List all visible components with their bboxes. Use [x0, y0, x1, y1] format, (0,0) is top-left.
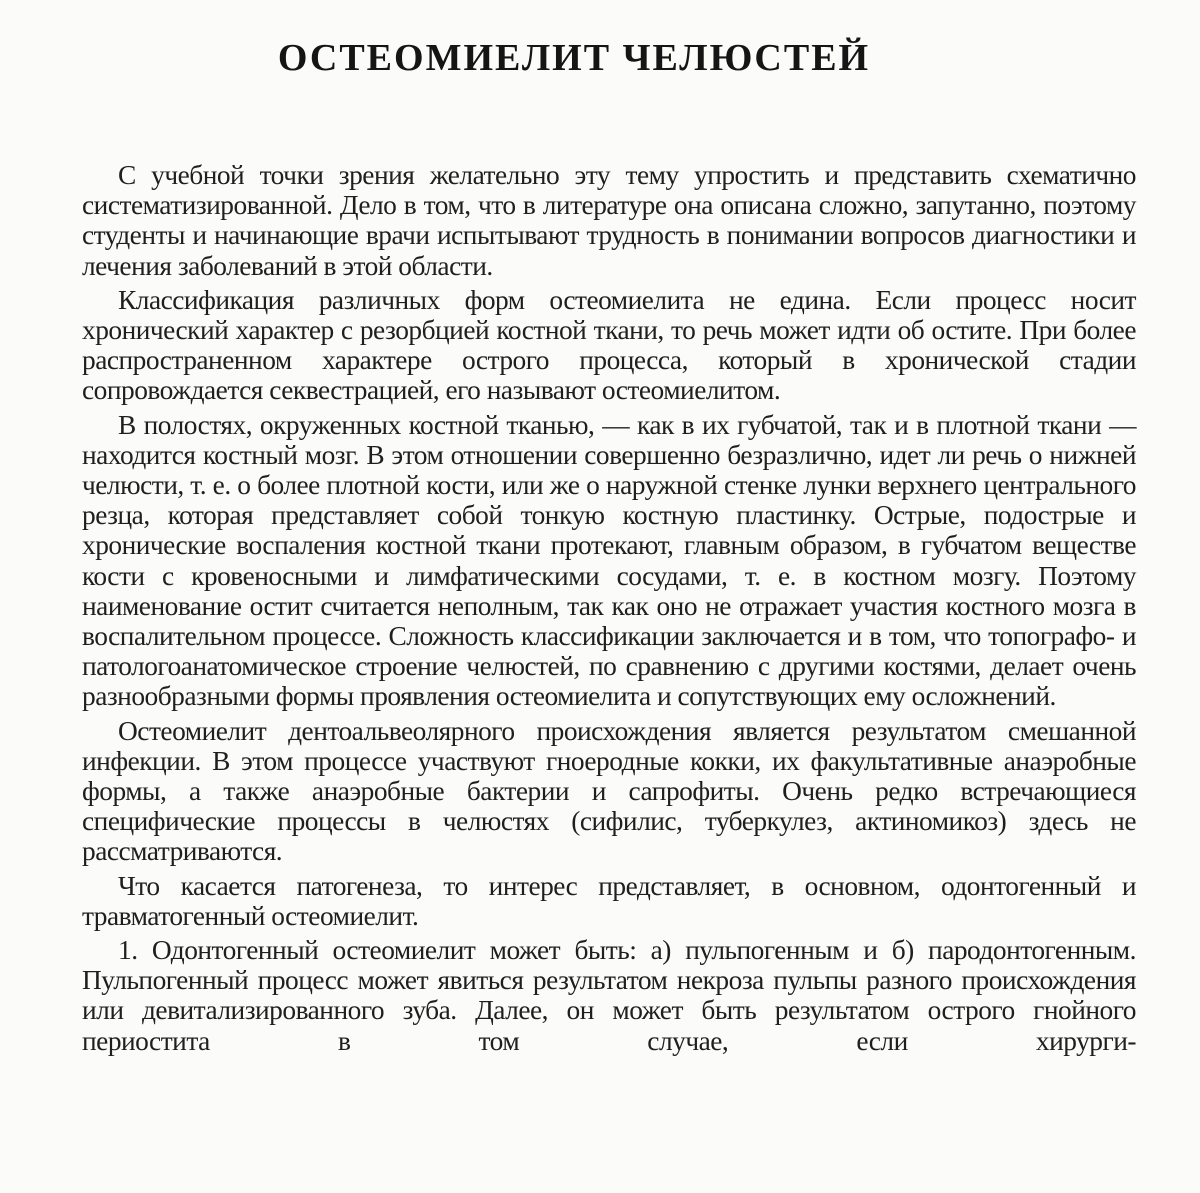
paragraph: С учебной точки зрения желательно эту тему упростить и представить схематично систематизированной. Дело в том, что в литературе она описана сложно, запутанно, поэтому студенты и начинающие врачи испытывают трудность в понимании вопросов диагностики и лечения заболеваний в этой области. [82, 160, 1136, 281]
page-title: ОСТЕОМИЕЛИТ ЧЕЛЮСТЕЙ [277, 37, 871, 79]
paragraph: 1. Одонтогенный остеомиелит может быть: а) пульпогенным и б) пародонтогенным. Пульпогенный процесс может явиться результатом некроза пульпы разного происхождения или девитализированного зуба. Далее, он может быть результатом острого гнойного периостита в том случае, если хирурги- [82, 935, 1136, 1056]
body-text [82, 160, 1136, 1060]
paragraph: Остеомиелит дентоальвеолярного происхождения является результатом смешанной инфекции. В этом процессе участвуют гноеродные кокки, их факультативные анаэробные формы, а также анаэробные бактерии и сапрофиты. Очень редко встречающиеся специфические процессы в челюстях (сифилис, туберкулез, актиномикоз) здесь не рассматриваются. [82, 715, 1136, 867]
paragraph: Классификация различных форм остеомиелита не едина. Если процесс носит хронический характер с резорбцией костной ткани, то речь может идти об остите. При более распространенном характере острого процесса, который в хронической стадии сопровождается секвестрацией, его называют остеомиелитом. [82, 284, 1136, 406]
paragraph: В полостях, окруженных костной тканью, — как в их губчатой, так и в плотной ткани — находится костный мозг. В этом отношении совершенно безразлично, идет ли речь о нижней челюсти, т. е. о более плотной кости, или же о наружной стенке лунки верхнего центрального резца, которая представляет собой тонкую костную пластинку. Острые, подострые и хронические воспаления костной ткани протекают, главным образом, в губчатом веществе кости с кровеносными и лимфатическими сосудами, т. е. в костном мозгу. Поэтому наименование остит считается неполным, так как оно не отражает участия костного мозга в воспалительном процессе. Сложность классификации заключается и в том, что топографо- и патологоанатомическое строение челюстей, по сравнению с другими костями, делает очень разнообразными формы проявления остеомиелита и сопутствующих ему осложнений. [82, 409, 1136, 712]
paragraph: Что касается патогенеза, то интерес представляет, в основном, одонтогенный и травматогенный остеомиелит. [82, 870, 1136, 931]
